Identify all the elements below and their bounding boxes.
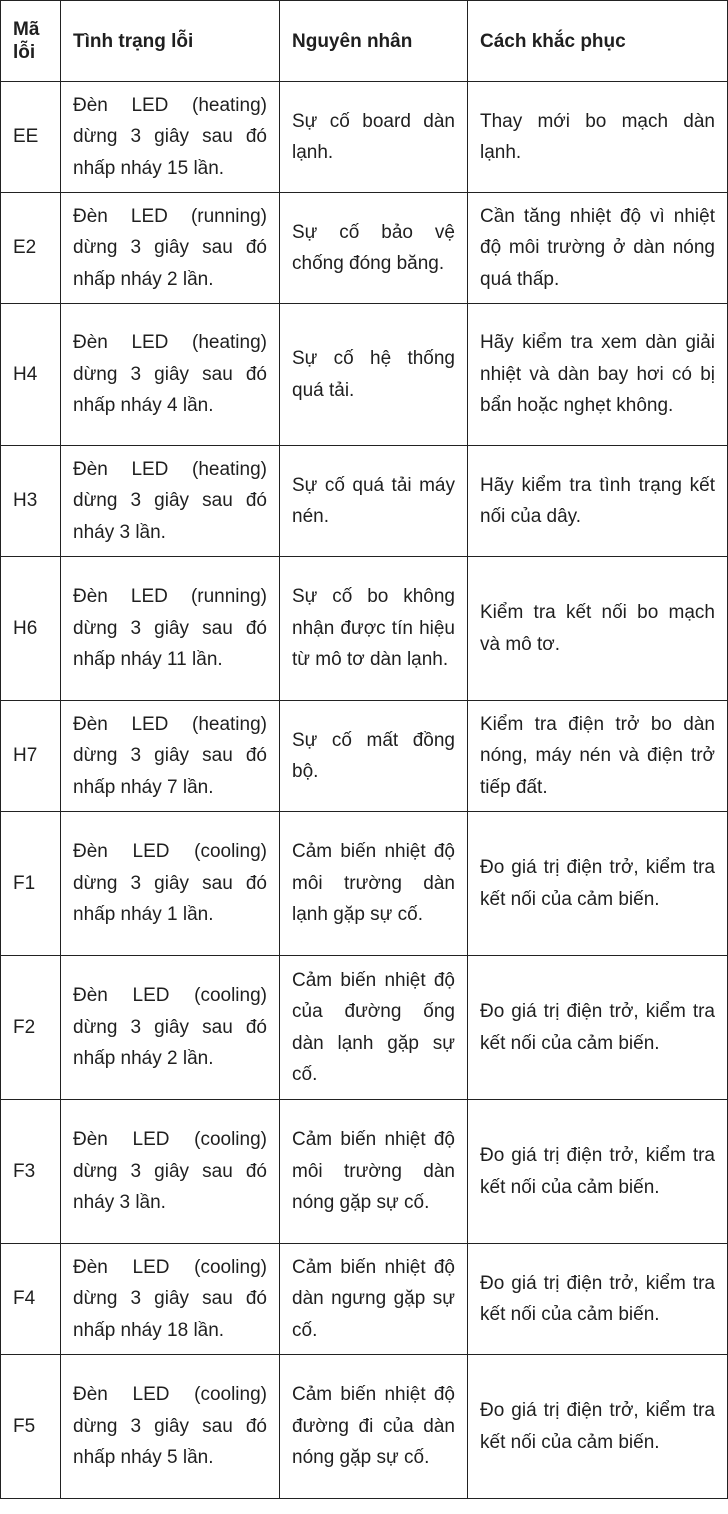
cell-cause: Sự cố hệ thống quá tải. bbox=[280, 304, 468, 446]
cell-code: F5 bbox=[1, 1355, 61, 1499]
cell-code: H3 bbox=[1, 446, 61, 557]
table-row bbox=[1, 956, 728, 1100]
cell-fix: Đo giá trị điện trở, kiểm tra kết nối của cảm biến. bbox=[468, 812, 728, 956]
cell-code: H7 bbox=[1, 701, 61, 812]
cell-status: Đèn LED (heating) dừng 3 giây sau đó nhấp nháy 7 lần. bbox=[61, 701, 280, 812]
cell-cause: Sự cố mất đồng bộ. bbox=[280, 701, 468, 812]
table-row bbox=[1, 82, 728, 193]
cell-fix: Kiểm tra kết nối bo mạch và mô tơ. bbox=[468, 557, 728, 701]
table-row bbox=[1, 812, 728, 956]
cell-fix: Đo giá trị điện trở, kiểm tra kết nối của cảm biến. bbox=[468, 956, 728, 1100]
cell-status: Đèn LED (running) dừng 3 giây sau đó nhấp nháy 11 lần. bbox=[61, 557, 280, 701]
cell-status: Đèn LED (cooling) dừng 3 giây sau đó nhấp nháy 5 lần. bbox=[61, 1355, 280, 1499]
cell-status: Đèn LED (heating) dừng 3 giây sau đó nháy 3 lần. bbox=[61, 446, 280, 557]
cell-fix: Đo giá trị điện trở, kiểm tra kết nối của cảm biến. bbox=[468, 1244, 728, 1355]
cell-fix: Hãy kiểm tra tình trạng kết nối của dây. bbox=[468, 446, 728, 557]
cell-status: Đèn LED (heating) dừng 3 giây sau đó nhấp nháy 15 lần. bbox=[61, 82, 280, 193]
table-row bbox=[1, 446, 728, 557]
cell-status: Đèn LED (running) dừng 3 giây sau đó nhấp nháy 2 lần. bbox=[61, 193, 280, 304]
cell-code: F1 bbox=[1, 812, 61, 956]
cell-cause: Cảm biến nhiệt độ của đường ống dàn lạnh gặp sự cố. bbox=[280, 956, 468, 1100]
cell-status: Đèn LED (cooling) dừng 3 giây sau đó nhấp nháy 18 lần. bbox=[61, 1244, 280, 1355]
table-row bbox=[1, 1355, 728, 1499]
cell-fix: Hãy kiểm tra xem dàn giải nhiệt và dàn bay hơi có bị bẩn hoặc nghẹt không. bbox=[468, 304, 728, 446]
cell-fix: Đo giá trị điện trở, kiểm tra kết nối của cảm biến. bbox=[468, 1355, 728, 1499]
cell-code: EE bbox=[1, 82, 61, 193]
table-row bbox=[1, 701, 728, 812]
cell-code: F3 bbox=[1, 1100, 61, 1244]
cell-fix: Đo giá trị điện trở, kiểm tra kết nối của cảm biến. bbox=[468, 1100, 728, 1244]
cell-fix: Kiểm tra điện trở bo dàn nóng, máy nén và điện trở tiếp đất. bbox=[468, 701, 728, 812]
table-row bbox=[1, 1244, 728, 1355]
cell-cause: Cảm biến nhiệt độ môi trường dàn lạnh gặp sự cố. bbox=[280, 812, 468, 956]
header-cause: Nguyên nhân bbox=[280, 1, 468, 82]
table-header-row bbox=[1, 1, 728, 82]
table-row bbox=[1, 557, 728, 701]
cell-status: Đèn LED (cooling) dừng 3 giây sau đó nháy 3 lần. bbox=[61, 1100, 280, 1244]
cell-fix: Cần tăng nhiệt độ vì nhiệt độ môi trường ở dàn nóng quá thấp. bbox=[468, 193, 728, 304]
cell-status: Đèn LED (cooling) dừng 3 giây sau đó nhấp nháy 2 lần. bbox=[61, 956, 280, 1100]
header-code: Mã lỗi bbox=[1, 1, 61, 82]
cell-cause: Cảm biến nhiệt độ đường đi của dàn nóng gặp sự cố. bbox=[280, 1355, 468, 1499]
table-row bbox=[1, 304, 728, 446]
cell-code: H6 bbox=[1, 557, 61, 701]
table-row bbox=[1, 1100, 728, 1244]
header-fix: Cách khắc phục bbox=[468, 1, 728, 82]
table-row bbox=[1, 193, 728, 304]
cell-code: E2 bbox=[1, 193, 61, 304]
cell-code: H4 bbox=[1, 304, 61, 446]
header-status: Tình trạng lỗi bbox=[61, 1, 280, 82]
cell-cause: Sự cố bảo vệ chống đóng băng. bbox=[280, 193, 468, 304]
cell-fix: Thay mới bo mạch dàn lạnh. bbox=[468, 82, 728, 193]
cell-code: F4 bbox=[1, 1244, 61, 1355]
cell-cause: Cảm biến nhiệt độ môi trường dàn nóng gặp sự cố. bbox=[280, 1100, 468, 1244]
cell-cause: Sự cố quá tải máy nén. bbox=[280, 446, 468, 557]
cell-status: Đèn LED (cooling) dừng 3 giây sau đó nhấp nháy 1 lần. bbox=[61, 812, 280, 956]
cell-cause: Cảm biến nhiệt độ dàn ngưng gặp sự cố. bbox=[280, 1244, 468, 1355]
cell-status: Đèn LED (heating) dừng 3 giây sau đó nhấp nháy 4 lần. bbox=[61, 304, 280, 446]
cell-code: F2 bbox=[1, 956, 61, 1100]
cell-cause: Sự cố bo không nhận được tín hiệu từ mô tơ dàn lạnh. bbox=[280, 557, 468, 701]
cell-cause: Sự cố board dàn lạnh. bbox=[280, 82, 468, 193]
